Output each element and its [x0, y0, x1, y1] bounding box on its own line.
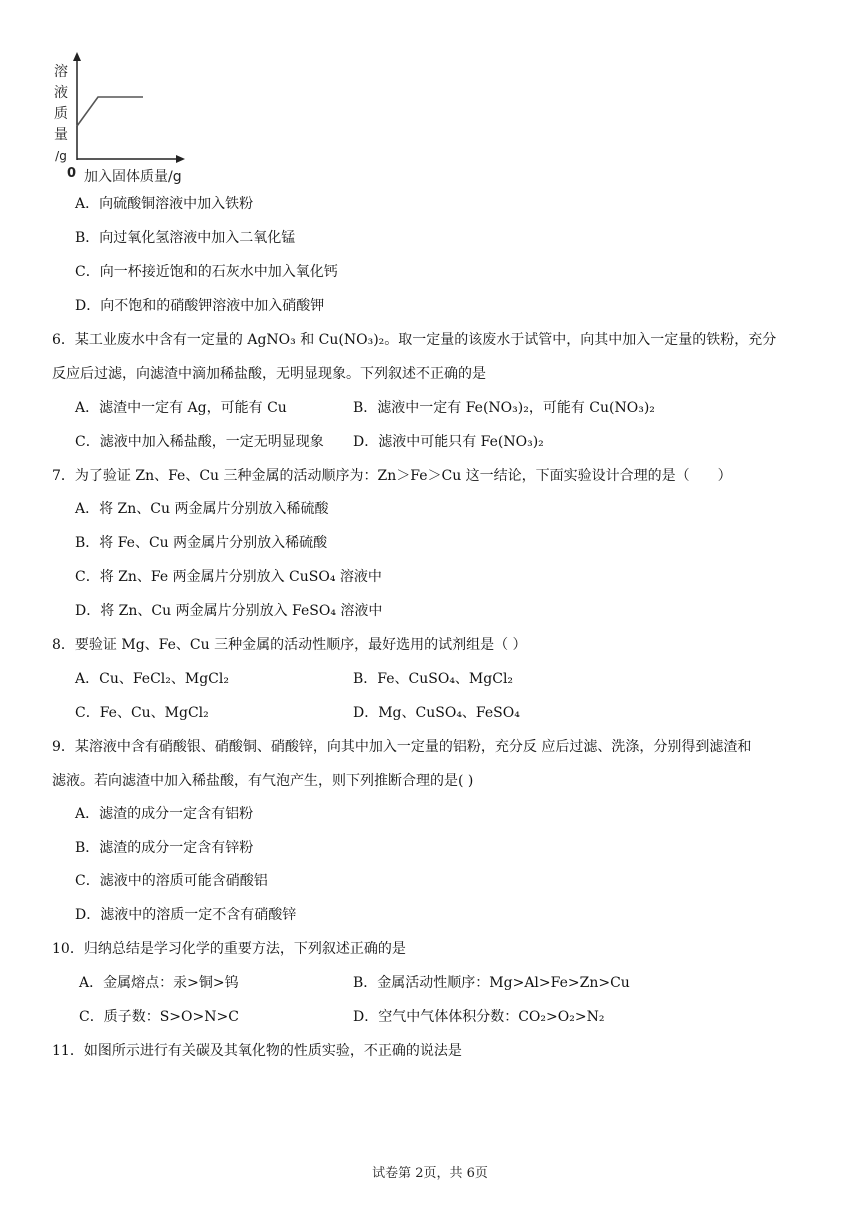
q6-option-a: A．滤渣中一定有 Ag，可能有 Cu — [75, 400, 287, 416]
page-footer: 试卷第 2页，共 6页 — [372, 1166, 488, 1181]
q7-option-b: B．将 Fe、Cu 两金属片分别放入稀硫酸 — [75, 535, 328, 551]
q8-option-d: D．Mg、CuSO₄、FeSO₄ — [353, 705, 520, 721]
q9-option-b: B．滤渣的成分一定含有锌粉 — [75, 840, 254, 856]
q6-option-c: C．滤液中加入稀盐酸，一定无明显现象 — [75, 434, 324, 450]
q8-option-c: C．Fe、Cu、MgCl₂ — [75, 705, 209, 721]
q6-stem-line1: 6．某工业废水中含有一定量的 AgNO₃ 和 Cu(NO₃)₂。取一定量的该废水于试管中，向其中加入一定量的铁粉，充分 — [52, 332, 777, 348]
graph-y-label-char: 质 — [54, 106, 68, 122]
graph-y-label-char: 溶 — [54, 64, 68, 80]
q5-option-c: C．向一杯接近饱和的石灰水中加入氧化钙 — [75, 264, 338, 280]
q9-option-c: C．滤液中的溶质可能含硝酸铝 — [75, 873, 268, 889]
x-axis-arrow — [176, 155, 185, 163]
q10-option-a: A．金属熔点：汞>铜>钨 — [79, 975, 239, 991]
q10-stem: 10．归纳总结是学习化学的重要方法，下列叙述正确的是 — [52, 941, 406, 957]
q6-option-b: B．滤液中一定有 Fe(NO₃)₂，可能有 Cu(NO₃)₂ — [353, 400, 655, 416]
q10-option-c: C．质子数：S>O>N>C — [79, 1009, 239, 1025]
graph-y-label-unit: /g — [55, 149, 67, 163]
q6-stem-line2: 反应后过滤，向滤渣中滴加稀盐酸，无明显现象。下列叙述不正确的是 — [52, 366, 486, 382]
curve-line — [77, 97, 143, 126]
q8-option-a: A．Cu、FeCl₂、MgCl₂ — [75, 671, 229, 687]
q5-option-d: D．向不饱和的硝酸钾溶液中加入硝酸钾 — [75, 298, 325, 314]
q5-option-b: B．向过氧化氢溶液中加入二氧化锰 — [75, 230, 296, 246]
q7-option-c: C．将 Zn、Fe 两金属片分别放入 CuSO₄ 溶液中 — [75, 569, 382, 585]
q6-option-d: D．滤液中可能只有 Fe(NO₃)₂ — [353, 434, 544, 450]
graph-axes — [60, 52, 190, 170]
y-axis-arrow — [73, 52, 81, 61]
graph-y-label-char: 液 — [54, 85, 68, 101]
q10-option-d: D．空气中气体体积分数：CO₂>O₂>N₂ — [353, 1009, 605, 1025]
q11-stem: 11．如图所示进行有关碳及其氧化物的性质实验，不正确的说法是 — [52, 1043, 462, 1059]
q9-option-d: D．滤液中的溶质一定不含有硝酸锌 — [75, 907, 297, 923]
q8-stem: 8．要验证 Mg、Fe、Cu 三种金属的活动性顺序，最好选用的试剂组是（ ） — [52, 637, 527, 653]
graph-origin-label: 0 — [67, 166, 77, 181]
q8-option-b: B．Fe、CuSO₄、MgCl₂ — [353, 671, 514, 687]
q7-option-d: D．将 Zn、Cu 两金属片分别放入 FeSO₄ 溶液中 — [75, 603, 383, 619]
graph-x-axis-label: 加入固体质量/g — [84, 169, 182, 185]
q9-stem-line2: 滤液。若向滤渣中加入稀盐酸，有气泡产生，则下列推断合理的是( ) — [52, 773, 474, 789]
q10-option-b: B．金属活动性顺序：Mg>Al>Fe>Zn>Cu — [353, 975, 630, 991]
q9-stem-line1: 9．某溶液中含有硝酸银、硝酸铜、硝酸锌，向其中加入一定量的铝粉，充分反 应后过滤、洗涤，分别得到滤渣和 — [52, 739, 752, 755]
q7-option-a: A．将 Zn、Cu 两金属片分别放入稀硫酸 — [75, 501, 329, 517]
q9-option-a: A．滤渣的成分一定含有铝粉 — [75, 806, 254, 822]
graph-y-label-char: 量 — [54, 127, 68, 143]
q5-option-a: A．向硫酸铜溶液中加入铁粉 — [75, 196, 254, 212]
q7-stem: 7．为了验证 Zn、Fe、Cu 三种金属的活动顺序为：Zn＞Fe＞Cu 这一结论，下面实验设计合理的是（ ） — [52, 468, 732, 484]
